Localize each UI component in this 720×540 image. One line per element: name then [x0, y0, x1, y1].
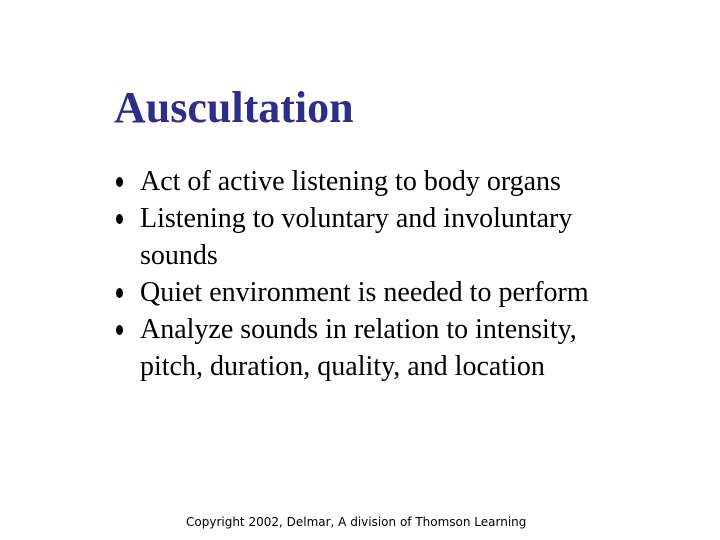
bullet-icon — [116, 214, 123, 224]
bullet-item — [116, 163, 596, 200]
bullet-icon — [116, 177, 123, 187]
bullet-item — [116, 274, 596, 311]
bullet-text: Quiet environment is needed to perform — [140, 277, 589, 308]
bullet-text: Act of active listening to body organs — [140, 166, 561, 197]
bullet-list — [116, 163, 596, 385]
bullet-text: Listening to voluntary and involuntary sounds — [140, 203, 573, 271]
copyright-footer: Copyright 2002, Delmar, A division of Thomson Learning — [186, 515, 527, 529]
slide-title: Auscultation — [114, 83, 354, 132]
bullet-icon — [116, 288, 123, 298]
bullet-icon — [116, 325, 123, 335]
bullet-text: Analyze sounds in relation to intensity, pitch, duration, quality, and location — [140, 314, 577, 382]
bullet-item — [116, 311, 596, 385]
bullet-item — [116, 200, 596, 274]
